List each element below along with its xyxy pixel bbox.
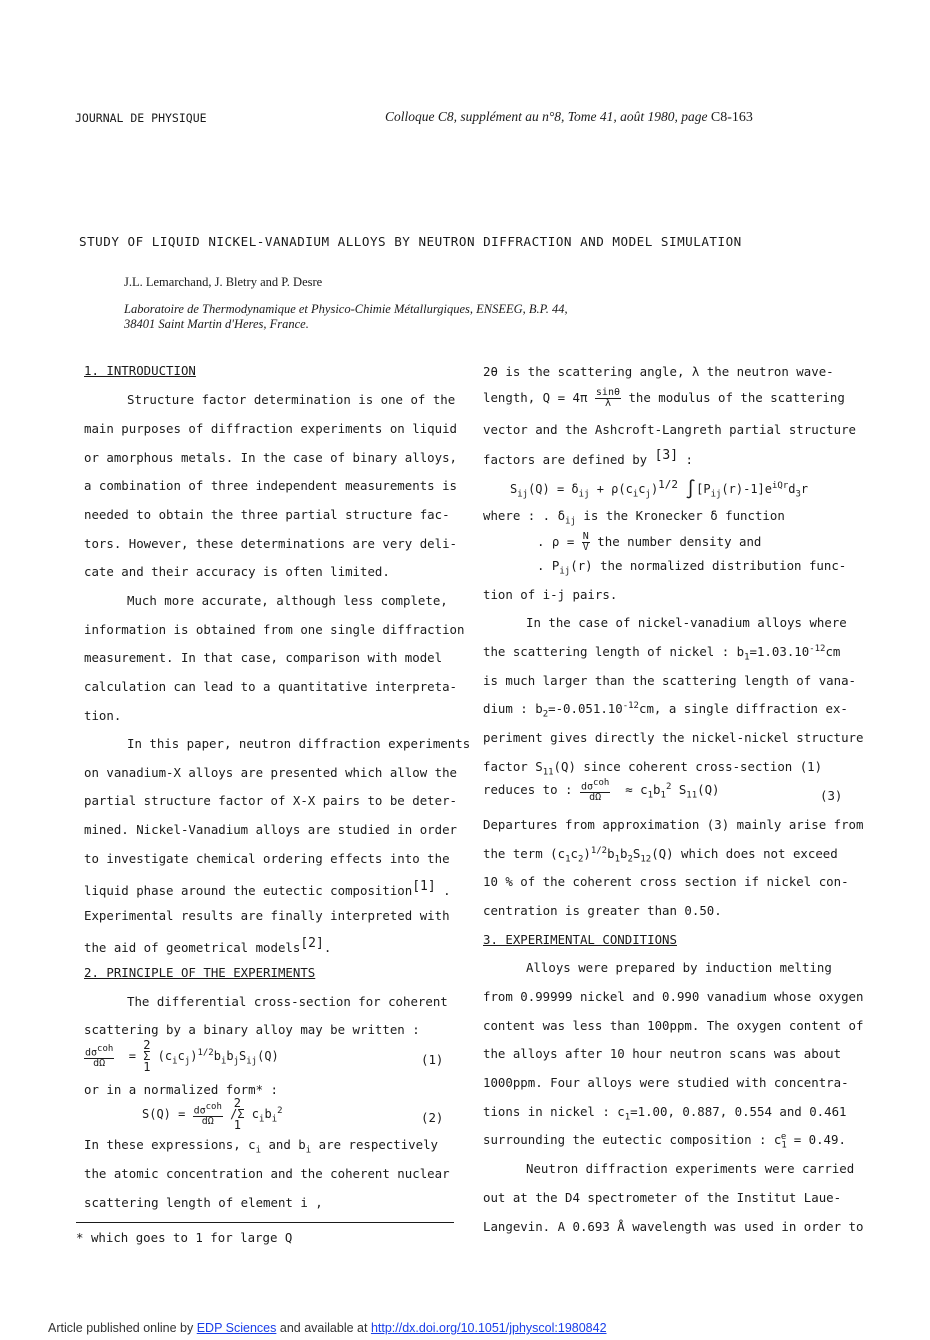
- text-line: factor $S_{11}(Q)$ since coherent cross-section (1): [483, 759, 823, 778]
- text-span: tions in nickel : c: [483, 1104, 625, 1119]
- text-line: 1000ppm. Four alloys were studied with concentra-: [483, 1075, 849, 1090]
- paper-title: STUDY OF LIQUID NICKEL-VANADIUM ALLOYS BY NEUTRON DIFFRACTION AND MODEL SIMULATION: [79, 234, 742, 249]
- text-line: tors. However, these determinations are very deli-: [84, 536, 457, 551]
- text-span: =-0.051.10: [548, 701, 623, 717]
- text-line: or amorphous metals. In the case of binary alloys,: [84, 450, 457, 465]
- text-span: factor S: [483, 759, 543, 774]
- equation-1-number: (1): [421, 1052, 444, 1067]
- text-line: factors are defined by [3] :: [483, 448, 693, 468]
- section-2-heading: 2. PRINCIPLE OF THE EXPERIMENTS: [84, 965, 316, 980]
- text-line: . $P_{ij}(r)$ the normalized distribution func-: [537, 558, 847, 577]
- equation-1: $\frac{d\sigma^{coh}}{d\Omega}$ = 2 Σ 1 $(c_ic_j)^{1/2}b_ib_jS_{ij}(Q)$: [85, 1038, 279, 1074]
- fraction: $\frac{\sin\theta}{\lambda}$: [595, 387, 620, 409]
- text-line: centration is greater than 0.50.: [483, 903, 722, 918]
- text-line: 2θ is the scattering angle, λ the neutron wave-: [483, 364, 834, 379]
- text-line: tion.: [84, 708, 122, 723]
- reference-1: [1]: [412, 879, 436, 894]
- text-span: length, Q = 4π: [483, 390, 588, 405]
- text-line: In the case of nickel-vanadium alloys where: [526, 615, 847, 630]
- text-line: Much more accurate, although less complete,: [127, 593, 448, 608]
- text-line: main purposes of diffraction experiments on liquid: [84, 421, 457, 436]
- affiliation-line-1: Laboratoire de Thermodynamique et Physico-Chimie Métallurgiques, ENSEEG, B.P. 44,: [124, 302, 568, 316]
- text-line: tion of i-j pairs.: [483, 587, 618, 602]
- equation-2-number: (2): [421, 1110, 444, 1125]
- text-line: dium : $b_2=-0.051.10^{-12}cm$, a single diffraction ex-: [483, 701, 848, 720]
- text-span: the scattering length of nickel : b: [483, 644, 745, 660]
- footer-text: and available at: [279, 1321, 368, 1335]
- text-span: =1.03.10: [749, 644, 810, 660]
- text-line: The differential cross-section for coherent: [127, 994, 448, 1009]
- text-line: tions in nickel : $c_1=1.00$, 0.887, 0.554 and 0.461: [483, 1104, 847, 1123]
- footer: [48, 1321, 607, 1335]
- text-span: where : .: [483, 508, 551, 523]
- text-span: or in a normalized form: [84, 1082, 256, 1097]
- text-line: surrounding the eutectic composition : $c_1^e = 0.49$.: [483, 1132, 846, 1151]
- fraction: $\frac{d\sigma^{coh}}{d\Omega}$: [193, 1101, 222, 1128]
- text-span: the normalized distribution func-: [600, 558, 847, 573]
- text-line: the term $(c_1c_2)^{1/2}b_1b_2S_{12}(Q)$ which does not exceed: [483, 846, 838, 865]
- fraction: $\frac{d\sigma^{coh}}{d\Omega}$: [85, 1043, 114, 1070]
- text-line: the atomic concentration and the coherent nuclear: [84, 1166, 450, 1181]
- text-span: dium : b: [483, 701, 543, 717]
- reference-3: [3]: [654, 448, 679, 463]
- text-line: cate and their accuracy is often limited.: [84, 564, 390, 579]
- text-line: Structure factor determination is one of the: [127, 392, 456, 407]
- text-span: . ρ =: [537, 534, 575, 549]
- text-line: [483, 388, 845, 409]
- text-line: the alloys after 10 hour neutron scans was about: [483, 1046, 842, 1061]
- section-3-heading: 3. EXPERIMENTAL CONDITIONS: [483, 932, 677, 947]
- affiliation-line-2: 38401 Saint Martin d'Heres, France.: [124, 317, 309, 331]
- sij-equation: $S_{ij}(Q) = \delta_{ij} + \rho(c_ic_j)^{1/2}$ $\int[P_{ij}(r)-1]e^{iQr}d_3r$: [510, 478, 809, 500]
- edp-sciences-link[interactable]: EDP Sciences: [196, 1321, 277, 1335]
- text-line: Langevin. A 0.693 Å wavelength was used in order to: [483, 1219, 864, 1234]
- fraction: $\frac{N}{V}$: [582, 531, 589, 553]
- text-line: periment gives directly the nickel-nickel structure: [483, 730, 864, 745]
- text-line: measurement. In that case, comparison with model: [84, 650, 443, 665]
- colloque-text: Colloque C8, supplément au n°8, Tome 41, août 1980, page: [385, 109, 708, 124]
- text-span: the number density and: [597, 534, 762, 549]
- text-line: or in a normalized form* :: [84, 1082, 278, 1097]
- text-line: liquid phase around the eutectic composition[1] .: [84, 879, 451, 899]
- text-span: surrounding the eutectic composition : c: [483, 1132, 782, 1148]
- footnote-rule: [76, 1222, 454, 1223]
- text-line: Experimental results are finally interpreted with: [84, 908, 450, 923]
- equation-2: S(Q) = $\frac{d\sigma^{coh}}{d\Omega}$ 2 /Σ 1 $c_ib_i^2$: [142, 1096, 283, 1132]
- text-span: reduces to :: [483, 782, 573, 798]
- text-span: = 0.49.: [793, 1132, 846, 1148]
- text-line: mined. Nickel-Vanadium alloys are studied in order: [84, 822, 457, 837]
- footnote-star: *: [255, 1082, 264, 1097]
- text-line: In this paper, neutron diffraction experiments: [127, 736, 471, 751]
- text-span: the term (c: [483, 846, 566, 862]
- text-line: In these expressions, $c_i$ and $b_i$ are respectively: [84, 1137, 439, 1156]
- text-span: In these expressions, c: [84, 1137, 256, 1152]
- text-line: calculation can lead to a quantitative interpreta-: [84, 679, 457, 694]
- page-number: C8-163: [710, 110, 753, 125]
- text-span: the aid of geometrical models: [84, 940, 301, 956]
- text-line: information is obtained from one single diffraction: [84, 622, 465, 637]
- text-line: [537, 532, 761, 553]
- footnote-text: which goes to 1 for large Q: [90, 1230, 293, 1245]
- text-line: the aid of geometrical models[2].: [84, 936, 332, 956]
- text-line: vector and the Ashcroft-Langreth partial structure: [483, 422, 856, 437]
- footnote: [76, 1230, 292, 1245]
- text-line: content was less than 100ppm. The oxygen content of: [483, 1018, 864, 1033]
- text-line: the scattering length of nickel : $b_1=1.03.10^{-12}cm$: [483, 644, 841, 663]
- text-span: =1.00, 0.887, 0.554 and 0.461: [630, 1104, 847, 1119]
- text-line: from 0.99999 nickel and 0.990 vanadium whose oxygen: [483, 989, 864, 1004]
- colloque-info: [385, 109, 753, 126]
- text-span: the modulus of the scattering: [628, 390, 845, 405]
- text-line: Departures from approximation (3) mainly arise from: [483, 817, 864, 832]
- text-span: is the Kronecker δ function: [583, 508, 785, 523]
- text-line: Alloys were prepared by induction melting: [526, 960, 832, 975]
- journal-name: JOURNAL DE PHYSIQUE: [75, 111, 207, 125]
- footnote-star: *: [76, 1230, 84, 1245]
- reference-2: [2]: [300, 936, 324, 951]
- footer-text: Article published online by: [48, 1321, 194, 1335]
- text-span: liquid phase around the eutectic composition: [84, 883, 413, 899]
- authors: J.L. Lemarchand, J. Bletry and P. Desre: [124, 275, 323, 289]
- text-line: is much larger than the scattering length of vana-: [483, 673, 856, 688]
- equation-3: reduces to : $\frac{d\sigma^{coh}}{d\Omega}$ ≈ $c_1b_1^2$ $S_{11}(Q)$: [483, 778, 720, 804]
- doi-link[interactable]: http://dx.doi.org/10.1051/jphyscol:1980842: [370, 1321, 607, 1335]
- text-line: where : . $\delta_{ij}$ is the Kronecker δ function: [483, 508, 785, 527]
- text-line: 10 % of the coherent cross section if nickel con-: [483, 874, 849, 889]
- text-line: scattering length of element i ,: [84, 1195, 323, 1210]
- section-1-heading: 1. INTRODUCTION: [84, 363, 196, 378]
- text-line: on vanadium-X alloys are presented which allow the: [84, 765, 457, 780]
- equation-3-number: (3): [820, 788, 843, 803]
- text-line: partial structure factor of X-X pairs to be deter-: [84, 793, 457, 808]
- text-line: a combination of three independent measurements is: [84, 478, 457, 493]
- text-line: out at the D4 spectrometer of the Institut Laue-: [483, 1190, 842, 1205]
- text-line: Neutron diffraction experiments were carried: [526, 1161, 855, 1176]
- text-line: needed to obtain the three partial structure fac-: [84, 507, 450, 522]
- text-line: to investigate chemical ordering effects into the: [84, 851, 450, 866]
- fraction: $\frac{d\sigma^{coh}}{d\Omega}$: [581, 778, 610, 804]
- text-span: factors are defined by: [483, 452, 648, 468]
- text-line: scattering by a binary alloy may be written :: [84, 1022, 420, 1037]
